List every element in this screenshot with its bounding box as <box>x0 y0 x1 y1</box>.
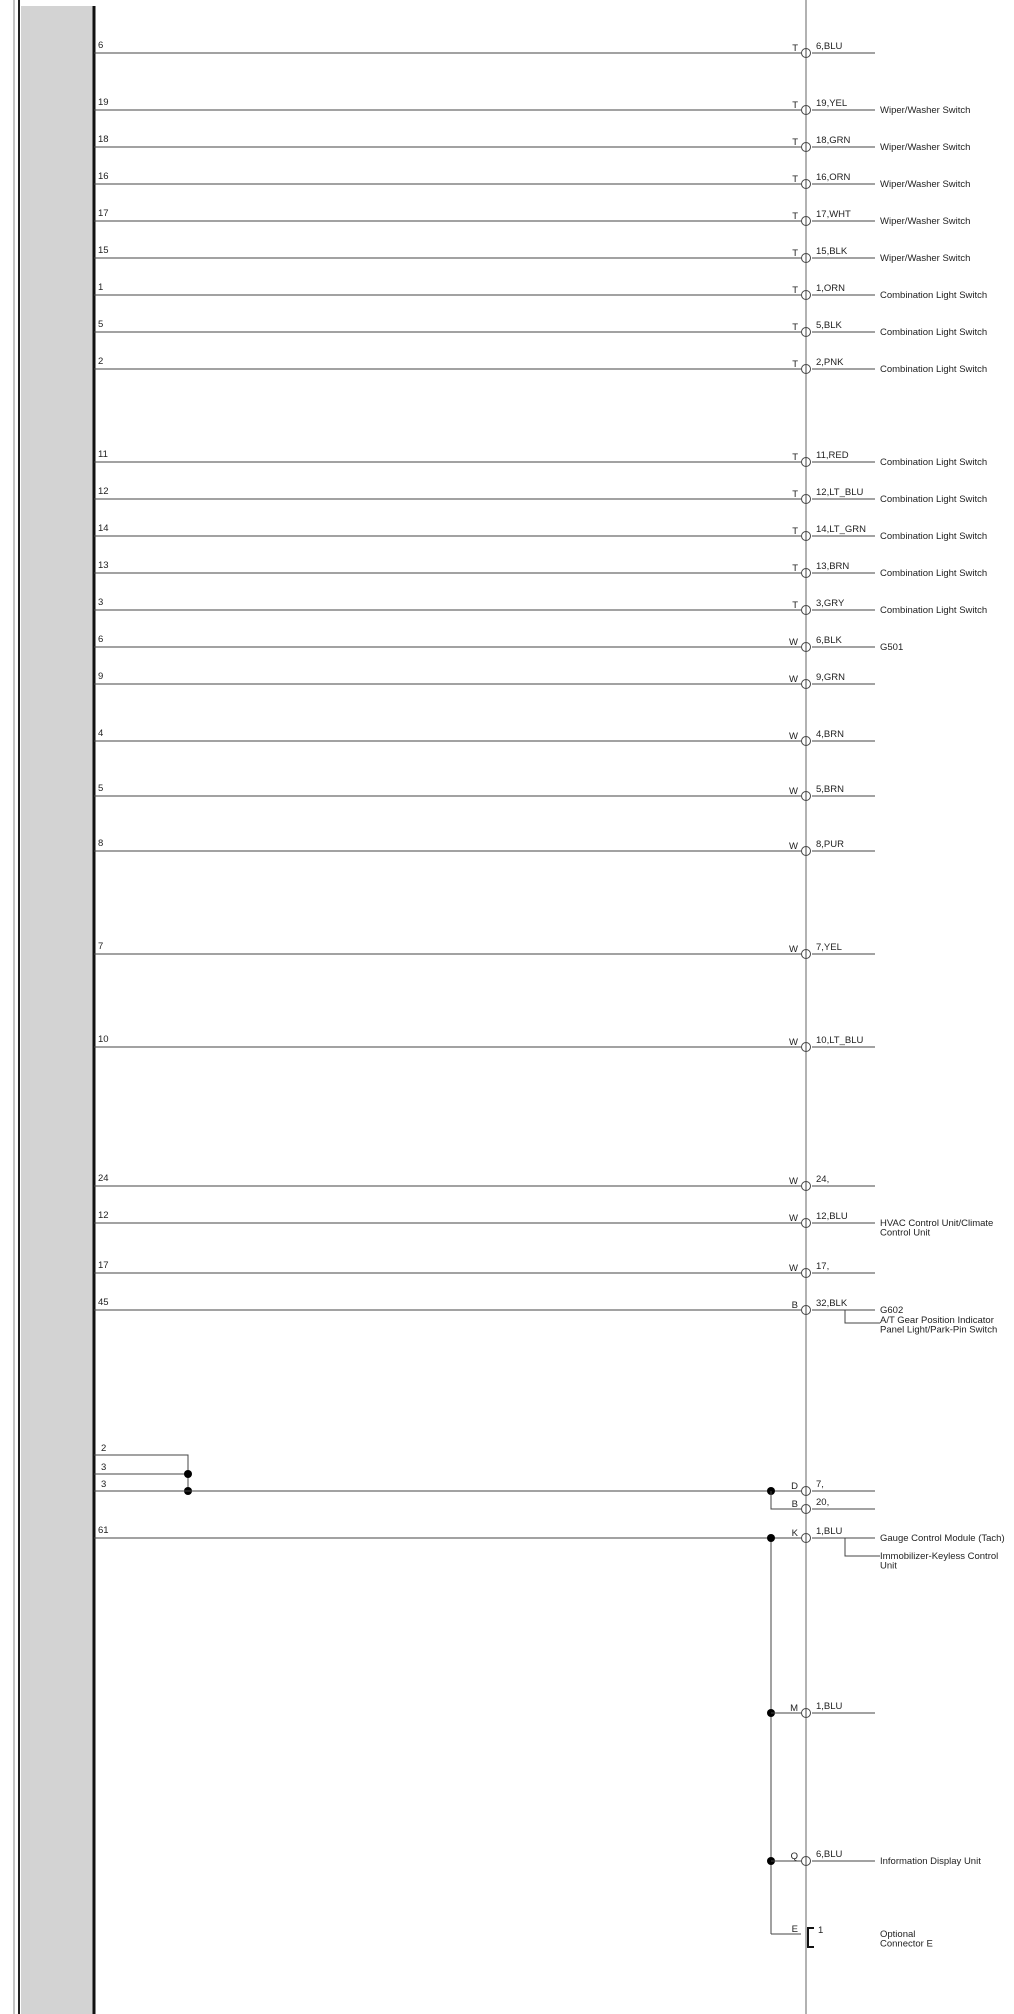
wire-label: 14,LT_GRN <box>816 524 866 535</box>
wire-row <box>94 560 987 579</box>
wire-label: 19,YEL <box>816 98 848 109</box>
wire-label: 16,ORN <box>816 172 851 183</box>
destination-label: Immobilizer-Keyless Control <box>880 1551 999 1562</box>
destination-label: Unit <box>880 1560 897 1572</box>
bus-group <box>94 1525 1005 1950</box>
pin-number: 9 <box>98 671 104 682</box>
pin-letter: T <box>792 322 798 333</box>
pin-letter: T <box>792 211 798 222</box>
pin-letter: W <box>789 1263 798 1274</box>
splice-wire <box>94 1455 188 1491</box>
wire-label: 6,BLU <box>816 41 843 52</box>
destination-label: Combination Light Switch <box>880 290 988 301</box>
wire-row <box>94 245 970 264</box>
destination-label: G501 <box>880 642 904 653</box>
pin-number: 2 <box>101 1443 107 1454</box>
pin-letter: T <box>792 600 798 611</box>
wire-row <box>94 171 970 190</box>
wire-row <box>94 523 987 542</box>
pin-number: 3 <box>101 1479 107 1490</box>
wire-label: 17, <box>816 1261 830 1272</box>
wire-row <box>94 597 987 616</box>
wire-row <box>94 1260 875 1278</box>
pin-number: 19 <box>98 97 109 108</box>
pin-number: 5 <box>98 783 104 794</box>
destination-label: Panel Light/Park-Pin Switch <box>880 1324 998 1336</box>
pin-number: 13 <box>98 560 109 571</box>
wire-label: 15,BLK <box>816 246 848 257</box>
pin-letter: T <box>792 285 798 296</box>
splice-dot <box>184 1470 192 1478</box>
wire-row <box>94 40 875 58</box>
destination-label: A/T Gear Position Indicator <box>880 1315 994 1326</box>
pin-number: 18 <box>98 134 109 145</box>
destination-label: Control Unit <box>880 1227 931 1239</box>
destination-label: Connector E <box>880 1938 933 1950</box>
wire-row <box>94 941 875 959</box>
pin-letter: T <box>792 137 798 148</box>
pin-letter: T <box>792 248 798 259</box>
destination-label: Combination Light Switch <box>880 457 988 468</box>
wire-label: 1,BLU <box>816 1701 843 1712</box>
destination-label: Wiper/Washer Switch <box>880 142 971 153</box>
pin-number: 16 <box>98 171 109 182</box>
wire-label: 2,PNK <box>816 357 844 368</box>
wire-label: 12,BLU <box>816 1211 848 1222</box>
pin-letter: W <box>789 944 798 955</box>
destination-label: Combination Light Switch <box>880 568 988 579</box>
pin-number: 12 <box>98 486 109 497</box>
pin-number: 45 <box>98 1297 109 1308</box>
wire-label: 6,BLK <box>816 635 842 646</box>
pin-number: 17 <box>98 208 109 219</box>
pin-letter: W <box>789 1037 798 1048</box>
wire-label: 3,GRY <box>816 598 845 609</box>
wire-label: 9,GRN <box>816 672 846 683</box>
wire-label: 20, <box>816 1497 830 1508</box>
wire-label: 4,BRN <box>816 729 844 740</box>
destination-label: Wiper/Washer Switch <box>880 216 971 227</box>
component-body <box>21 6 94 2014</box>
pin-letter: D <box>791 1481 798 1492</box>
wire-label: 17,WHT <box>816 209 851 220</box>
wire-row <box>94 838 875 856</box>
wire-row <box>94 486 987 505</box>
pin-number: 7 <box>98 941 104 952</box>
pin-letter: T <box>792 43 798 54</box>
pin-number: 3 <box>98 597 104 608</box>
destination-label: Wiper/Washer Switch <box>880 179 971 190</box>
pin-letter: T <box>792 452 798 463</box>
wire-row <box>94 134 970 153</box>
wire-row <box>94 282 987 301</box>
wire-label: 6,BLU <box>816 1849 843 1860</box>
destination-label: Combination Light Switch <box>880 605 988 616</box>
splice-group <box>94 1443 875 1514</box>
pin-letter: T <box>792 174 798 185</box>
destination-label: Wiper/Washer Switch <box>880 253 971 264</box>
wire-label: 1,ORN <box>816 283 846 294</box>
pin-letter: Q <box>790 1851 798 1862</box>
wire-row <box>94 671 875 689</box>
wire-label: 11,RED <box>816 450 849 461</box>
destination-label: Optional <box>880 1929 916 1940</box>
pin-letter: W <box>789 674 798 685</box>
pin-letter: W <box>789 1176 798 1187</box>
pin-number: 24 <box>98 1173 109 1184</box>
pin-letter: W <box>789 1213 798 1224</box>
destination-label: Combination Light Switch <box>880 364 988 375</box>
wire-row <box>94 783 875 801</box>
optional-connector-bracket <box>808 1928 814 1947</box>
pin-number: 17 <box>98 1260 109 1271</box>
wire-row <box>94 728 875 746</box>
pin-number: 4 <box>98 728 104 739</box>
pin-number: 8 <box>98 838 104 849</box>
pin-letter: B <box>791 1300 798 1311</box>
wire-row <box>94 449 987 468</box>
wire-row <box>94 1297 903 1316</box>
pin-number: 6 <box>98 40 104 51</box>
pin-number: 3 <box>101 1462 107 1473</box>
pin-number: 6 <box>98 634 104 645</box>
pin-letter: T <box>792 563 798 574</box>
wire-label: 7, <box>816 1479 824 1490</box>
wires-layer <box>94 40 993 1316</box>
pin-letter: M <box>790 1703 798 1714</box>
destination-label: Information Display Unit <box>880 1856 981 1867</box>
wire-row <box>94 356 987 375</box>
pin-number: 61 <box>98 1525 109 1536</box>
wire-label: 1,BLU <box>816 1526 843 1537</box>
wire-row <box>94 319 987 338</box>
wire-row <box>94 1173 875 1191</box>
pin-letter: T <box>792 526 798 537</box>
pin-number: 12 <box>98 1210 109 1221</box>
destination-label: HVAC Control Unit/Climate <box>880 1218 994 1229</box>
wire-label: 5,BRN <box>816 784 844 795</box>
branch-line <box>845 1310 880 1323</box>
destination-label: Combination Light Switch <box>880 494 988 505</box>
pin-letter: T <box>792 100 798 111</box>
pin-letter: W <box>789 786 798 797</box>
pin-number: 1 <box>818 1925 824 1936</box>
pin-letter: K <box>791 1528 798 1539</box>
wire-row <box>94 1210 993 1239</box>
pin-number: 15 <box>98 245 109 256</box>
pin-letter: W <box>789 731 798 742</box>
pin-number: 14 <box>98 523 109 534</box>
splice-dot <box>767 1534 775 1542</box>
wire-row <box>94 1034 875 1052</box>
wire-row <box>94 208 970 227</box>
wire-label: 8,PUR <box>816 839 844 850</box>
pin-letter: W <box>789 841 798 852</box>
wire-label: 13,BRN <box>816 561 850 572</box>
pin-number: 2 <box>98 356 104 367</box>
pin-number: 5 <box>98 319 104 330</box>
pin-letter: T <box>792 359 798 370</box>
wire-label: 7,YEL <box>816 942 842 953</box>
wire-label: 10,LT_BLU <box>816 1035 864 1046</box>
lower-circuit <box>94 1310 1005 1950</box>
wire-label: 5,BLK <box>816 320 842 331</box>
wire-label: 12,LT_BLU <box>816 487 864 498</box>
destination-label: Combination Light Switch <box>880 327 988 338</box>
branch-line <box>845 1538 880 1556</box>
wire-row <box>94 634 903 653</box>
pin-letter: E <box>791 1924 798 1935</box>
wire-row <box>94 97 970 116</box>
pin-letter: W <box>789 637 798 648</box>
wire-label: 18,GRN <box>816 135 851 146</box>
pin-number: 11 <box>98 449 108 460</box>
pin-number: 10 <box>98 1034 109 1045</box>
wire-label: 24, <box>816 1174 830 1185</box>
destination-label: Wiper/Washer Switch <box>880 105 971 116</box>
wire-label: 32,BLK <box>816 1298 848 1309</box>
pin-letter: B <box>791 1499 798 1510</box>
destination-label: G602 <box>880 1305 904 1316</box>
destination-label: Gauge Control Module (Tach) <box>880 1533 1005 1544</box>
pin-letter: T <box>792 489 798 500</box>
destination-label: Combination Light Switch <box>880 531 988 542</box>
pin-number: 1 <box>98 282 104 293</box>
